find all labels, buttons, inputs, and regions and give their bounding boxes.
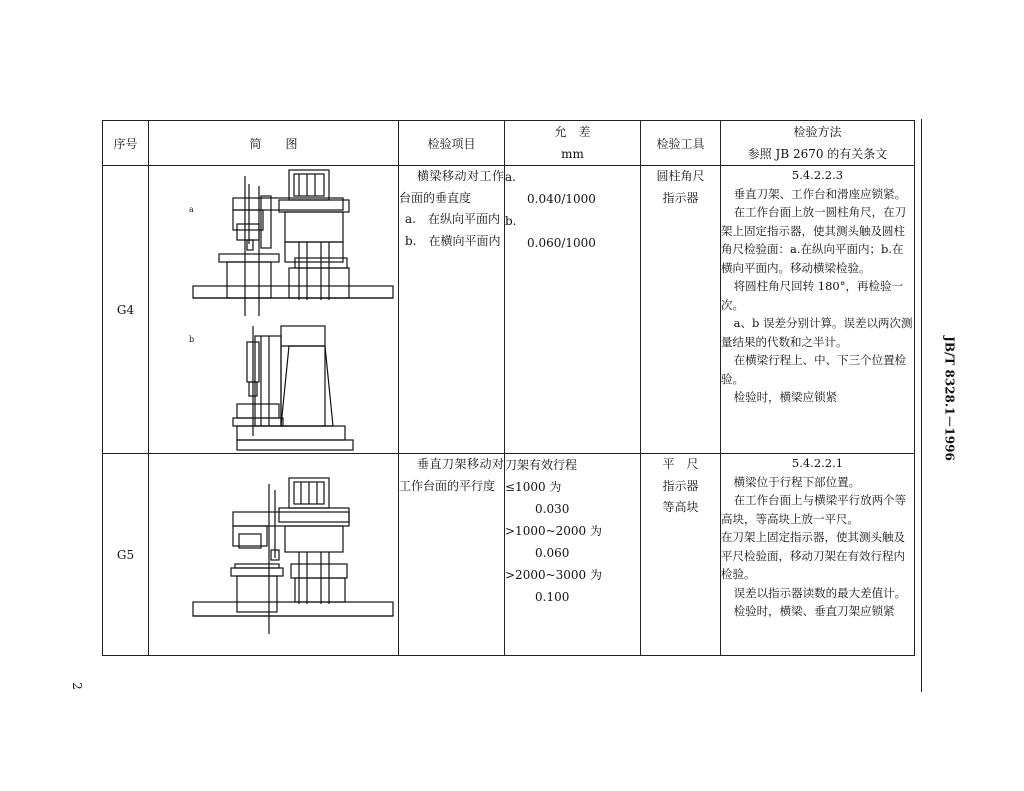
table-row (103, 454, 915, 656)
diagram-g4 (149, 166, 399, 454)
table-header-row (103, 121, 915, 166)
item-g5 (399, 454, 505, 656)
header-item: 检验项目 (399, 121, 505, 166)
method-g4 (721, 166, 915, 454)
figure-label-a: a (189, 205, 194, 214)
table-row (103, 166, 915, 454)
tool-g4-1: 圆柱角尺 (656, 169, 705, 183)
standard-number: JB/T 8328.1－1996 (942, 336, 957, 461)
clause-g5: 5.4.2.2.1 (791, 456, 844, 470)
header-tool: 检验工具 (641, 121, 721, 166)
tool-g5-1: 平 尺 (662, 457, 699, 471)
header-diagram: 简 图 (149, 121, 399, 166)
header-method (721, 121, 915, 166)
standard-number-vertical (930, 330, 957, 470)
tool-g5-3: 等高块 (662, 500, 699, 514)
tol-g5-3: 0.030 (535, 502, 570, 516)
tol-g5-2: ≤1000 为 (505, 480, 562, 494)
diagram-g5 (149, 454, 399, 656)
tolerance-g4 (505, 166, 641, 454)
tool-g4-2: 指示器 (662, 190, 699, 205)
tolerance-g5 (505, 454, 641, 656)
item-g4 (399, 166, 505, 454)
item-g4-b: b. 在横向平面内 (405, 233, 501, 248)
method-g5-5: 检验时，横梁、垂直刀架应锁紧 (733, 604, 895, 618)
method-g5-2: 在工作台面上与横梁平行放两个等高块，等高块上放一平尺。 (721, 493, 907, 526)
header-method-label: 检验方法 (793, 125, 842, 139)
tol-g4-label-a: a. (505, 170, 516, 184)
margin-rule (921, 119, 922, 692)
figure-label-b: b (189, 335, 195, 344)
tools-g5 (641, 454, 721, 656)
header-tolerance (505, 121, 641, 166)
tol-g5-7: 0.100 (535, 590, 570, 604)
method-g4-4: a、b 误差分别计算。误差以两次测量结果的代数和之半计。 (721, 316, 913, 349)
method-g5-1: 横梁位于行程下部位置。 (733, 474, 861, 489)
tol-g4-value-a: 0.040/1000 (527, 192, 596, 206)
method-g4-2: 在工作台面上放一圆柱角尺，在刀架上固定指示器，使其测头触及圆柱角尺检验面：a.在纵向平面内；b.在横向平面内。移动横梁检验。 (721, 205, 907, 275)
tol-g5-1: 刀架有效行程 (505, 458, 578, 472)
header-tolerance-unit: mm (561, 147, 584, 161)
item-g5-main: 垂直刀架移动对工作台面的平行度 (399, 457, 504, 493)
method-g5-3: 在刀架上固定指示器，使其测头触及平尺检验面，移动刀架在有效行程内检验。 (721, 530, 905, 581)
item-g4-a: a. 在纵向平面内 (405, 212, 500, 226)
clause-g4: 5.4.2.2.3 (791, 168, 844, 182)
item-g4-main: 横梁移动对工作台面的垂直度 (399, 169, 504, 205)
tol-g4-label-b: b. (505, 214, 517, 228)
header-seq: 序号 (103, 121, 149, 166)
row-id: G4 (103, 166, 149, 454)
row-id: G5 (103, 454, 149, 656)
page-number: 2 (69, 682, 84, 690)
method-g5-4: 误差以指示器读数的最大差值计。 (733, 585, 907, 600)
tool-g5-2: 指示器 (662, 478, 699, 493)
method-g5 (721, 454, 915, 656)
tol-g5-4: >1000~2000 为 (505, 524, 603, 538)
tol-g5-5: 0.060 (535, 546, 570, 560)
method-g4-1: 垂直刀架、工作台和滑座应锁紧。 (733, 186, 907, 201)
method-g4-5: 在横梁行程上、中、下三个位置检验。 (721, 353, 907, 386)
header-tolerance-label: 允 差 (554, 125, 591, 139)
method-g4-3: 将圆柱角尺回转 180°，再检验一次。 (721, 279, 903, 312)
inspection-table (102, 120, 915, 656)
machine-diagram-g4 (149, 166, 399, 452)
tol-g4-value-b: 0.060/1000 (527, 236, 596, 250)
header-method-ref: 参照 JB 2670 的有关条文 (747, 147, 888, 161)
method-g4-6: 检验时，横梁应锁紧 (733, 390, 838, 404)
machine-diagram-g5 (149, 454, 399, 654)
tools-g4 (641, 166, 721, 454)
tol-g5-6: >2000~3000 为 (505, 568, 603, 582)
